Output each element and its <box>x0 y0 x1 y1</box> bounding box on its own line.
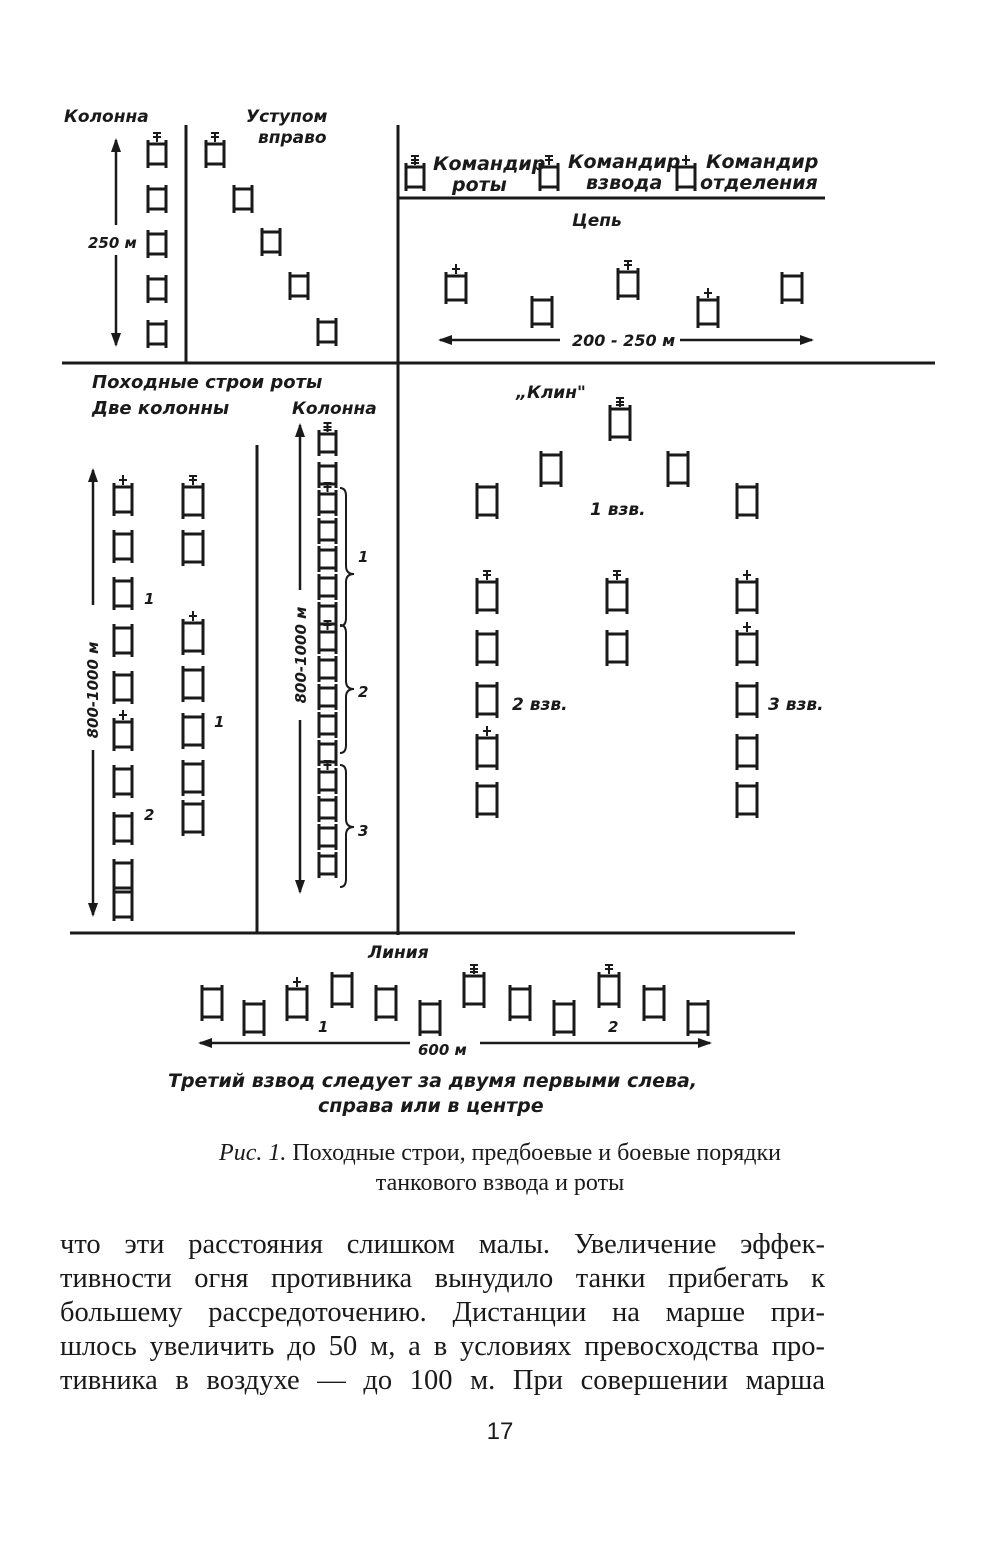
tank-icon <box>148 189 166 209</box>
distance-800-1000-left: 800-1000 м <box>84 641 102 739</box>
tank-icon <box>290 276 308 296</box>
caption-text-2: танкового взвода и роты <box>375 1170 625 1196</box>
figure-caption <box>60 1138 940 1198</box>
tank-icon <box>287 989 307 1017</box>
tank-icon <box>319 856 336 874</box>
tank-icon <box>319 632 336 650</box>
commander-mark <box>616 397 624 407</box>
liniya-label: Линия <box>368 943 429 963</box>
commander-mark <box>452 264 460 274</box>
tank-icon <box>319 578 336 596</box>
tank-icon <box>319 660 336 678</box>
tank-icons <box>114 132 802 1036</box>
tank-icon <box>114 581 132 606</box>
tank-icon <box>148 279 166 299</box>
distance-600-label: 600 м <box>418 1041 467 1059</box>
tank-icon <box>607 582 627 610</box>
tank-icon <box>332 976 352 1004</box>
tank-icon <box>477 786 497 814</box>
commander-mark <box>605 964 613 974</box>
page-number: 17 <box>486 1418 514 1445</box>
body-line: что эти расстояния слишком малы. Увеличение эффек- <box>60 1229 825 1260</box>
body-line: шлось увеличить до 50 м, а в условиях превосходства про- <box>60 1331 825 1362</box>
tank-icon <box>737 487 757 515</box>
tank-icon <box>532 300 552 324</box>
commander-mark <box>743 570 751 580</box>
tank-icon <box>510 989 530 1017</box>
echelon-label-2: вправо <box>258 128 327 148</box>
commander-mark <box>704 288 712 298</box>
column-label-2: Колонна <box>292 399 377 419</box>
wedge-platoon-2: 2 взв. <box>512 695 568 715</box>
commander-mark <box>211 132 219 142</box>
commander-mark <box>624 260 632 270</box>
tank-icon <box>737 582 757 610</box>
commander-mark <box>324 422 332 432</box>
note-line-1: Третий взвод следует за двумя первыми слева, <box>168 1070 698 1092</box>
tank-icon <box>319 550 336 568</box>
tank-icon <box>319 744 336 762</box>
tank-icon <box>148 144 166 164</box>
tank-icon <box>464 976 484 1004</box>
commander-mark <box>743 622 751 632</box>
tank-icon <box>183 717 203 745</box>
legend-platoon-commander-2: взвода <box>586 172 663 194</box>
two-columns-label: Две колонны <box>92 398 230 419</box>
wedge-label: „Клин" <box>516 383 586 403</box>
distance-250-label: 250 м <box>88 234 137 252</box>
two-col-platoon-1: 1 <box>144 590 155 608</box>
commander-mark <box>470 964 478 974</box>
group-braces <box>340 488 354 887</box>
tank-icon <box>319 772 336 790</box>
commander-mark <box>119 475 127 485</box>
liniya-platoon-1: 1 <box>318 1018 329 1036</box>
tank-icon <box>148 324 166 344</box>
march-title: Походные строи роты <box>92 372 323 393</box>
legend-squad-commander-1: Командир <box>706 151 819 173</box>
tank-icon <box>319 494 336 512</box>
commander-mark <box>153 132 161 142</box>
caption-text-1: Походные строи, предбоевые и боевые порядки <box>292 1140 781 1166</box>
liniya-platoon-2: 2 <box>608 1018 619 1036</box>
tank-icon <box>376 989 396 1017</box>
body-paragraph <box>60 1228 825 1398</box>
legend-squad-commander-2: отделения <box>700 172 818 194</box>
tank-icon <box>114 892 132 917</box>
col-platoon-3: 3 <box>358 822 369 840</box>
tank-icon <box>244 1004 264 1032</box>
tank-icon <box>114 769 132 794</box>
commander-mark <box>545 155 553 165</box>
tank-icon <box>541 455 561 483</box>
tank-icon <box>183 670 203 698</box>
body-line: большему рассредоточению. Дистанции на марше при- <box>60 1297 825 1328</box>
tank-icon <box>446 276 466 300</box>
distance-800-1000-right: 800-1000 м <box>292 606 310 704</box>
distance-200-250-label: 200 - 250 м <box>572 331 676 350</box>
tank-icon <box>319 800 336 818</box>
tank-icon <box>737 686 757 714</box>
tank-icon <box>477 738 497 766</box>
body-line: тивника в воздухе — до 100 м. При совершении марша <box>60 1365 825 1396</box>
commander-mark <box>119 710 127 720</box>
tank-icon <box>148 234 166 254</box>
tank-icon <box>319 688 336 706</box>
tank-icon <box>114 628 132 653</box>
tank-icon <box>688 1004 708 1032</box>
commander-mark <box>324 620 332 630</box>
tank-icon <box>319 522 336 540</box>
tank-icon <box>183 534 203 562</box>
tank-icon <box>737 786 757 814</box>
tank-icon <box>319 828 336 846</box>
tank-icon <box>607 634 627 662</box>
tank-icon <box>644 989 664 1017</box>
tank-icon <box>183 623 203 651</box>
tank-icon <box>183 804 203 832</box>
tank-icon <box>477 686 497 714</box>
tank-icon <box>420 1004 440 1032</box>
tank-icon <box>319 716 336 734</box>
tank-icon <box>737 738 757 766</box>
commander-mark <box>324 482 332 492</box>
tank-icon <box>114 487 132 512</box>
tank-icon <box>114 675 132 700</box>
tank-icon <box>737 634 757 662</box>
tank-icon <box>234 189 252 209</box>
tank-icon <box>114 816 132 841</box>
tank-icon <box>183 764 203 792</box>
tank-icon <box>183 487 203 515</box>
two-col-right-platoon-1: 1 <box>214 713 225 731</box>
commander-mark <box>613 570 621 580</box>
tank-icon <box>668 455 688 483</box>
commander-mark <box>189 475 197 485</box>
commander-mark <box>324 760 332 770</box>
tank-icon <box>114 863 132 888</box>
tank-icon <box>477 582 497 610</box>
note-line-2: справа или в центре <box>318 1095 544 1117</box>
tank-icon <box>782 276 802 300</box>
tank-icon <box>698 300 718 324</box>
tank-icon <box>114 534 132 559</box>
tank-icon <box>610 409 630 437</box>
tank-icon <box>477 634 497 662</box>
legend-company-commander-2: роты <box>452 174 507 196</box>
tank-icon <box>262 232 280 252</box>
body-line: тивности огня противника вынудило танки прибегать к <box>60 1263 825 1294</box>
wedge-platoon-1: 1 взв. <box>590 500 646 520</box>
commander-mark <box>293 977 301 987</box>
legend-company-commander-1: Командир <box>433 153 546 175</box>
tank-icon <box>319 434 336 452</box>
commander-mark <box>483 726 491 736</box>
commander-mark <box>411 155 419 165</box>
tank-icon <box>554 1004 574 1032</box>
tank-icon <box>618 272 638 296</box>
tank-icon <box>599 976 619 1004</box>
col-platoon-1: 1 <box>358 548 369 566</box>
two-col-platoon-2: 2 <box>144 806 155 824</box>
commander-mark <box>682 155 690 165</box>
tank-icon <box>406 167 424 187</box>
commander-mark <box>189 611 197 621</box>
commander-mark <box>483 570 491 580</box>
tank-icon <box>477 487 497 515</box>
caption-number: Рис. 1. <box>219 1140 287 1166</box>
echelon-label-1: Уступом <box>246 107 328 127</box>
tank-icon <box>114 722 132 747</box>
legend-platoon-commander-1: Командир <box>568 151 681 173</box>
col-platoon-2: 2 <box>358 683 369 701</box>
tank-icon <box>202 989 222 1017</box>
tank-icon <box>206 144 224 164</box>
tank-icon <box>319 466 336 484</box>
line-label: Цепь <box>572 211 622 231</box>
column-label: Колонна <box>64 107 149 127</box>
tank-icon <box>318 322 336 342</box>
wedge-platoon-3: 3 взв. <box>768 695 824 715</box>
